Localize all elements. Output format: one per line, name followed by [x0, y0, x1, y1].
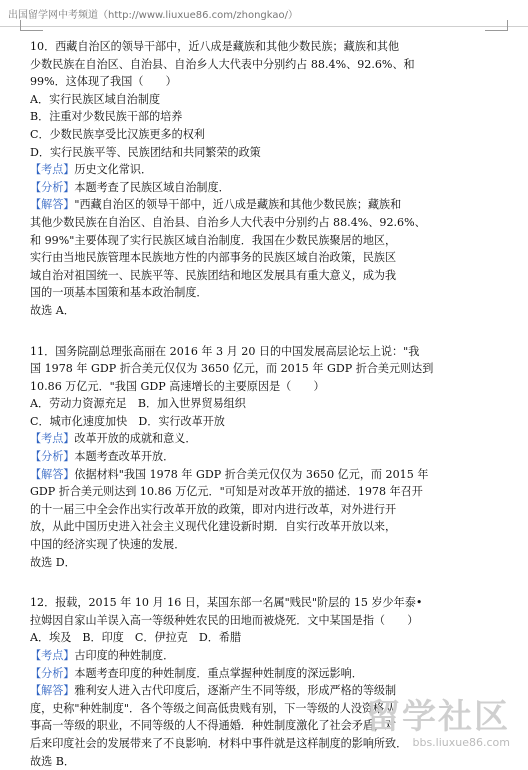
q11-stem-line: 国 1978 年 GDP 折合美元仅仅为 3650 亿元，而 2015 年 GDP 折合美元则达到 [30, 362, 434, 376]
corner-mark-right [485, 20, 508, 31]
q11-fenxi [30, 448, 510, 466]
q11-kaodian [30, 430, 510, 448]
q11-jieda-line: GDP 折合美元则达到 10.86 万亿元．"可知是对改革开放的描述．1978 年召开 [30, 485, 423, 499]
fenxi-text: 本题考查了民族区域自治制度． [74, 180, 230, 194]
q10-kaodian [30, 161, 510, 179]
q10-stem-line: 10．西藏自治区的领导干部中，近八成是藏族和其他少数民族；藏族和其他 [30, 40, 400, 53]
fenxi-text: 本题考查改革开放． [74, 450, 175, 464]
watermark-logo [366, 698, 510, 749]
spacer [30, 571, 510, 594]
corner-mark-left [20, 20, 43, 31]
q10-jieda-line: 国的一项基本国策和基本政治制度． [30, 286, 208, 300]
q12-fenxi [30, 665, 510, 683]
q11-jieda-line: 的十一届三中全会作出实行改革开放的政策，即对内进行改革，对外进行开 [30, 502, 397, 516]
watermark-url: bbs.liuxue86.com [412, 736, 510, 749]
kaodian-text: 历史文化常识． [74, 163, 153, 177]
q12-kaodian [30, 647, 510, 665]
q10-option-a: A．实行民族区域自治制度 [30, 92, 161, 106]
q10-option-c: C．少数民族享受比汉族更多的权利 [30, 127, 205, 141]
q10-jieda [30, 196, 510, 214]
q12-jieda-line: 事高一等级的职业，不同等级的人不得通婚．种姓制度激化了社会矛盾，对 [30, 719, 397, 733]
jieda-text: 雅利安人进入古代印度后，逐渐产生不同等级，形成严格的等级制 [74, 684, 397, 698]
q12-stem-line: 12．报载，2015 年 10 月 16 日，某国东部一名属"贱民"阶层的 15 岁少年泰• [30, 596, 423, 610]
q11-answer: 故选 D． [30, 555, 76, 569]
q12-options: A．埃及 B．印度 C．伊拉克 D．希腊 [30, 631, 242, 645]
q11-stem-line: 11．国务院副总理张高丽在 2016 年 3 月 20 日的中国发展高层论坛上说："我 [30, 344, 420, 358]
kaodian-tag: 【考点】 [30, 649, 75, 662]
q12-answer: 故选 B． [30, 754, 75, 768]
fenxi-tag: 【分析】 [30, 666, 75, 680]
q12-jieda-line: 度，史称"种姓制度"．各个等级之间高低贵贱有别，下一等级的人没资格从 [30, 701, 396, 715]
q11-options-ab: A．劳动力资源充足 B．加入世界贸易组织 [30, 397, 246, 411]
q10-stem-line: 少数民族在自治区、自治县、自治乡人大代表中分别约占 88.4%、92.6%、和 [30, 57, 415, 71]
q10-stem-line: 99%．这体现了我国（ ） [30, 75, 177, 89]
q11-jieda [30, 466, 510, 484]
jieda-tag: 【解答】 [30, 198, 75, 212]
q10-jieda-line: 其他少数民族在自治区、自治县、自治乡人大代表中分别约占 88.4%、92.6%、 [30, 215, 426, 229]
document-body [30, 38, 510, 770]
fenxi-text: 本题考查印度的种姓制度．重点掌握种姓制度的深远影响． [74, 666, 363, 680]
q11-jieda-line: 放，从此中国历史进入社会主义现代化建设新时期．自实行改革开放以来， [30, 520, 397, 534]
q10-jieda-line: 实行由当地民族管理本民族地方性的内部事务的民族区域自治政策，民族区 [30, 251, 397, 265]
q11-jieda-line: 中国的经济实现了快速的发展． [30, 538, 186, 552]
kaodian-tag: 【考点】 [30, 163, 75, 177]
jieda-tag: 【解答】 [30, 467, 75, 481]
question-10 [30, 38, 510, 320]
kaodian-tag: 【考点】 [30, 432, 75, 446]
spacer [30, 320, 510, 343]
q12-jieda-line: 后来印度社会的发展带来了不良影响．材料中事件就是这样制度的影响所致． [30, 736, 408, 750]
q11-stem-line: 10.86 万亿元．"我国 GDP 高速增长的主要原因是（ ） [30, 379, 325, 393]
question-11 [30, 343, 510, 572]
header-text: 出国留学网中考频道（http://www.liuxue86.com/zhongkao/） [8, 10, 298, 21]
jieda-text: 依据材料"我国 1978 年 GDP 折合美元仅仅为 3650 亿元，而 2015 年 [74, 467, 429, 481]
q12-stem-line: 拉姆因自家山羊误入高一等级种姓农民的田地而被烧死．文中某国是指（ ） [30, 613, 419, 627]
fenxi-tag: 【分析】 [30, 450, 75, 464]
kaodian-text: 古印度的种姓制度． [74, 649, 175, 662]
watermark-title: 留学社区 [366, 697, 510, 737]
page-header [0, 0, 528, 27]
q10-jieda-line: 域自治对祖国统一、民族平等、民族团结和地区发展具有重大意义，成为我 [30, 268, 397, 282]
q10-fenxi [30, 179, 510, 197]
jieda-text: "西藏自治区的领导干部中，近八成是藏族和其他少数民族；藏族和 [74, 198, 402, 212]
q10-answer: 故选 A． [30, 303, 75, 317]
q11-options-cd: C．城市化速度加快 D．实行改革开放 [30, 414, 225, 428]
kaodian-text: 改革开放的成就和意义． [74, 432, 197, 446]
jieda-tag: 【解答】 [30, 684, 75, 698]
q10-jieda-line: 和 99%"主要体现了实行民族区域自治制度．我国在少数民族聚居的地区， [30, 233, 397, 247]
q10-option-d: D．实行民族平等、民族团结和共同繁荣的政策 [30, 145, 261, 159]
fenxi-tag: 【分析】 [30, 180, 75, 194]
q10-option-b: B．注重对少数民族干部的培养 [30, 110, 183, 124]
